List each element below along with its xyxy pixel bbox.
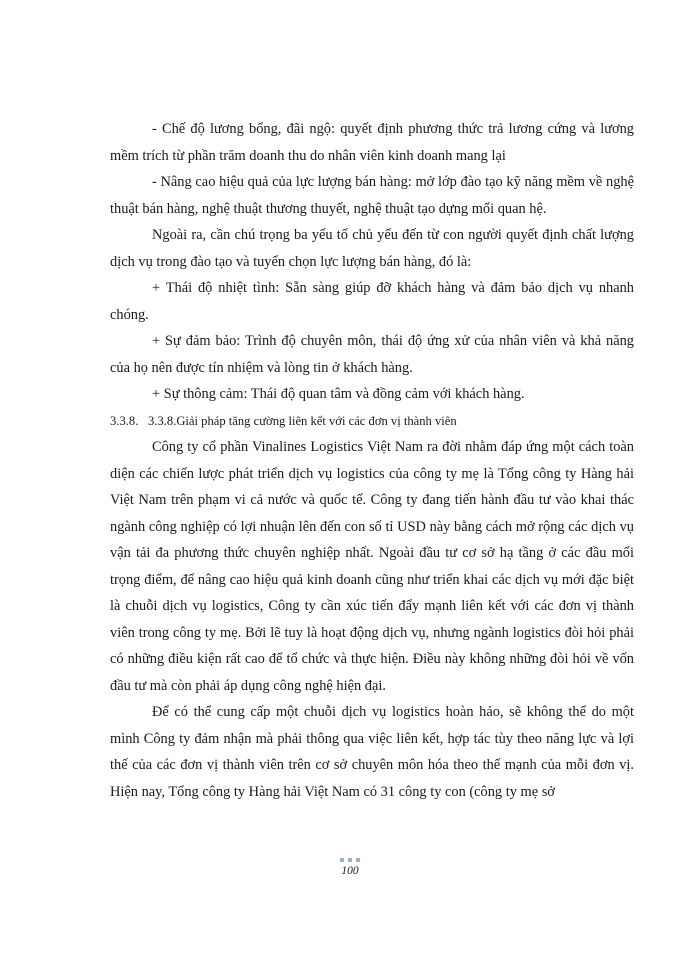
section-title: 3.3.8.Giải pháp tăng cường liên kết với các đơn vị thành viên [148,413,457,428]
paragraph-sales-force: - Nâng cao hiệu quả của lực lượng bán hàng: mở lớp đào tạo kỹ năng mềm về nghệ thuật bán hàng, nghệ thuật thương thuyết, nghệ thuật tạo dựng mối quan hệ. [110,174,634,217]
bullet-empathy: + Sự thông cảm: Thái độ quan tâm và đồng cảm với khách hàng. [152,386,525,402]
section-number: 3.3.8. [110,413,139,428]
bullet-enthusiasm: + Thái độ nhiệt tình: Sẵn sàng giúp đỡ khách hàng và đảm bảo dịch vụ nhanh chóng. [110,280,634,323]
section-heading [110,408,634,435]
footer-dots-icon [0,858,700,862]
paragraph-salary: - Chế độ lương bổng, đãi ngộ: quyết định phương thức trả lương cứng và lương mềm trích từ phần trăm doanh thu do nhân viên kinh doanh mang lại [110,121,634,164]
paragraph-cooperation: Để có thể cung cấp một chuỗi dịch vụ logistics hoàn hảo, sẽ không thể do một mình Công ty đảm nhận mà phải thông qua việc liên kết, hợp tác tùy theo năng lực và lợi thế của các đơn vị thành viên trên cơ sở chuyên môn hóa theo thế mạnh của mỗi đơn vị. Hiện nay, Tổng công ty Hàng hải Việt Nam có 31 công ty con (công ty mẹ sở [110,704,634,800]
paragraph-vinalines-intro: Công ty cổ phần Vinalines Logistics Việt Nam ra đời nhằm đáp ứng một cách toàn diện các chiến lược phát triển dịch vụ logistics của công ty mẹ là Tổng công ty Hàng hải Việt Nam trên phạm vi cả nước và quốc tế. Công ty đang tiến hành đầu tư vào khai thác ngành công nghiệp có lợi nhuận lên đến con số tỉ USD này bằng cách mở rộng các dịch vụ vận tải đa phương thức chuyên nghiệp nhất. Ngoài đầu tư cơ sở hạ tầng ở các đầu mối trọng điểm, để nâng cao hiệu quả kinh doanh cũng như triển khai các dịch vụ mới đặc biệt là chuỗi dịch vụ logistics, Công ty cần xúc tiến đẩy mạnh liên kết với các đơn vị thành viên trong công ty mẹ. Bởi lẽ tuy là hoạt động dịch vụ, nhưng ngành logistics đòi hỏi phải có những điều kiện rất cao để tổ chức và thực hiện. Điều này không những đòi hỏi về vốn đầu tư mà còn phải áp dụng công nghệ hiện đại. [110,439,634,694]
bullet-assurance: + Sự đảm bảo: Trình độ chuyên môn, thái độ ứng xử của nhân viên và khả năng của họ nên được tín nhiệm và lòng tin ở khách hàng. [110,333,634,376]
page-footer [0,858,700,877]
body-text [110,116,634,805]
paragraph-human-factors: Ngoài ra, cần chú trọng ba yếu tố chủ yếu đến từ con người quyết định chất lượng dịch vụ trong đào tạo và tuyển chọn lực lượng bán hàng, đó là: [110,227,634,270]
page-number: 100 [341,865,359,877]
